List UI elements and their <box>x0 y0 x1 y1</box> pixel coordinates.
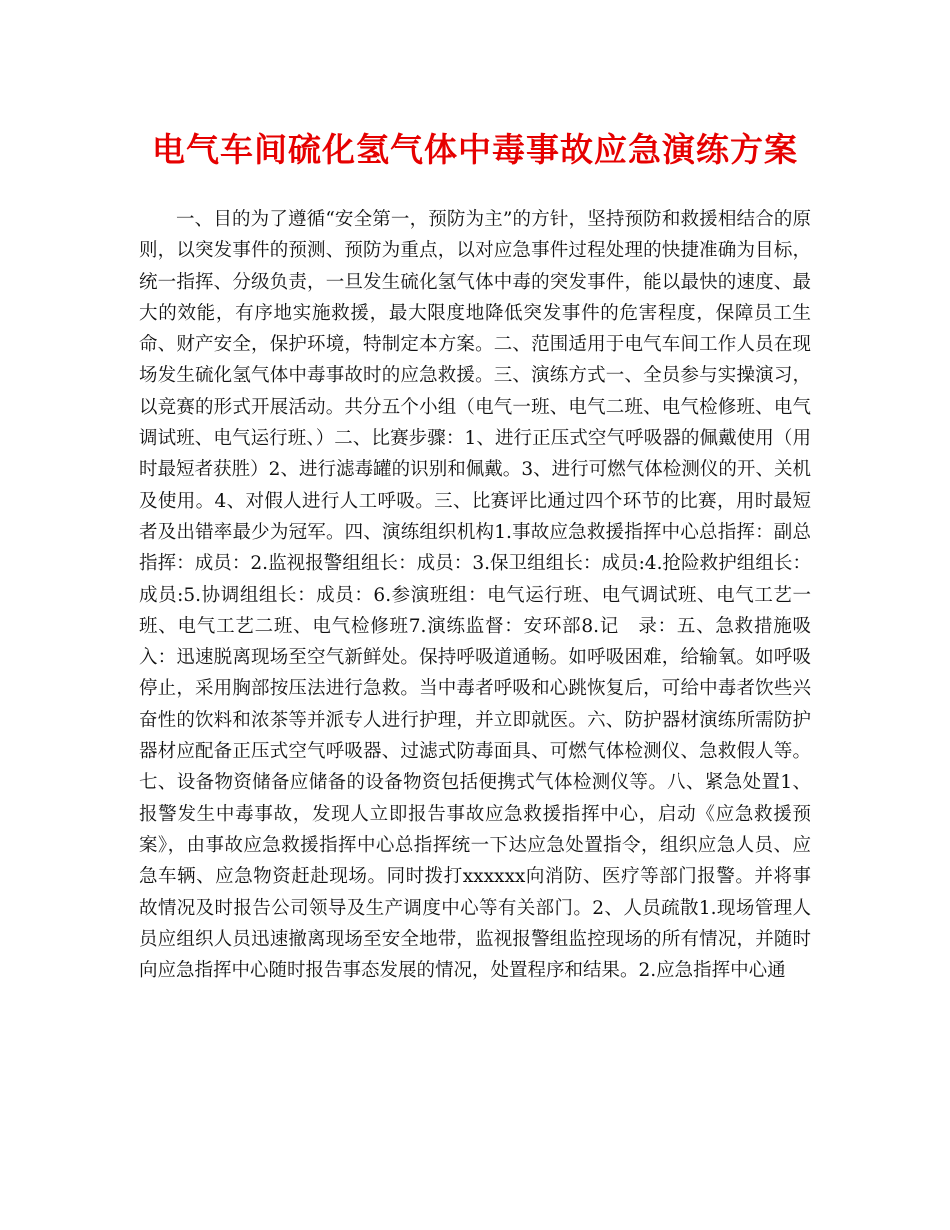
document-body-paragraph: 一、目的为了遵循“安全第一，预防为主”的方针，坚持预防和救援相结合的原则，以突发事件的预测、预防为重点，以对应急事件过程处理的快捷准确为目标，统一指挥、分级负责，一旦发生硫化氢气体中毒的突发事件，能以最快的速度、最大的效能，有序地实施救援，最大限度地降低突发事件的危害程度，保障员工生命、财产安全，保护环境，特制定本方案。二、范围适用于电气车间工作人员在现场发生硫化氢气体中毒事故时的应急救援。三、演练方式一、全员参与实操演习，以竞赛的形式开展活动。共分五个小组（电气一班、电气二班、电气检修班、电气调试班、电气运行班、）二、比赛步骤：1、进行正压式空气呼吸器的佩戴使用（用时最短者获胜）2、进行滤毒罐的识别和佩戴。3、进行可燃气体检测仪的开、关机及使用。4、对假人进行人工呼吸。三、比赛评比通过四个环节的比赛，用时最短者及出错率最少为冠军。四、演练组织机构1.事故应急救援指挥中心总指挥：副总指挥：成员：2.监视报警组组长：成员：3.保卫组组长：成员:4.抢险救护组组长：成员:5.协调组组长：成员：6.参演班组：电气运行班、电气调试班、电气工艺一班、电气工艺二班、电气检修班7.演练监督：安环部8.记 录：五、急救措施吸入：迅速脱离现场至空气新鲜处。保持呼吸道通畅。如呼吸困难，给输氧。如呼吸停止，采用胸部按压法进行急救。当中毒者呼吸和心跳恢复后，可给中毒者饮些兴奋性的饮料和浓茶等并派专人进行护理，并立即就医。六、防护器材演练所需防护器材应配备正压式空气呼吸器、过滤式防毒面具、可燃气体检测仪、急救假人等。七、设备物资储备应储备的设备物资包括便携式气体检测仪等。八、紧急处置1、报警发生中毒事故，发现人立即报告事故应急救援指挥中心，启动《应急救援预案》，由事故应急救援指挥中心总指挥统一下达应急处置指令，组织应急人员、应急车辆、应急物资赶赴现场。同时拨打xxxxxx向消防、医疗等部门报警。并将事故情况及时报告公司领导及生产调度中心等有关部门。2、人员疏散1.现场管理人员应组织人员迅速撤离现场至安全地带，监视报警组监控现场的所有情况，并随时向应急指挥中心随时报告事态发展的情况，处置程序和结果。2.应急指挥中心通 <box>139 209 811 982</box>
document-title: 电气车间硫化氢气体中毒事故应急演练方案 <box>152 130 798 169</box>
